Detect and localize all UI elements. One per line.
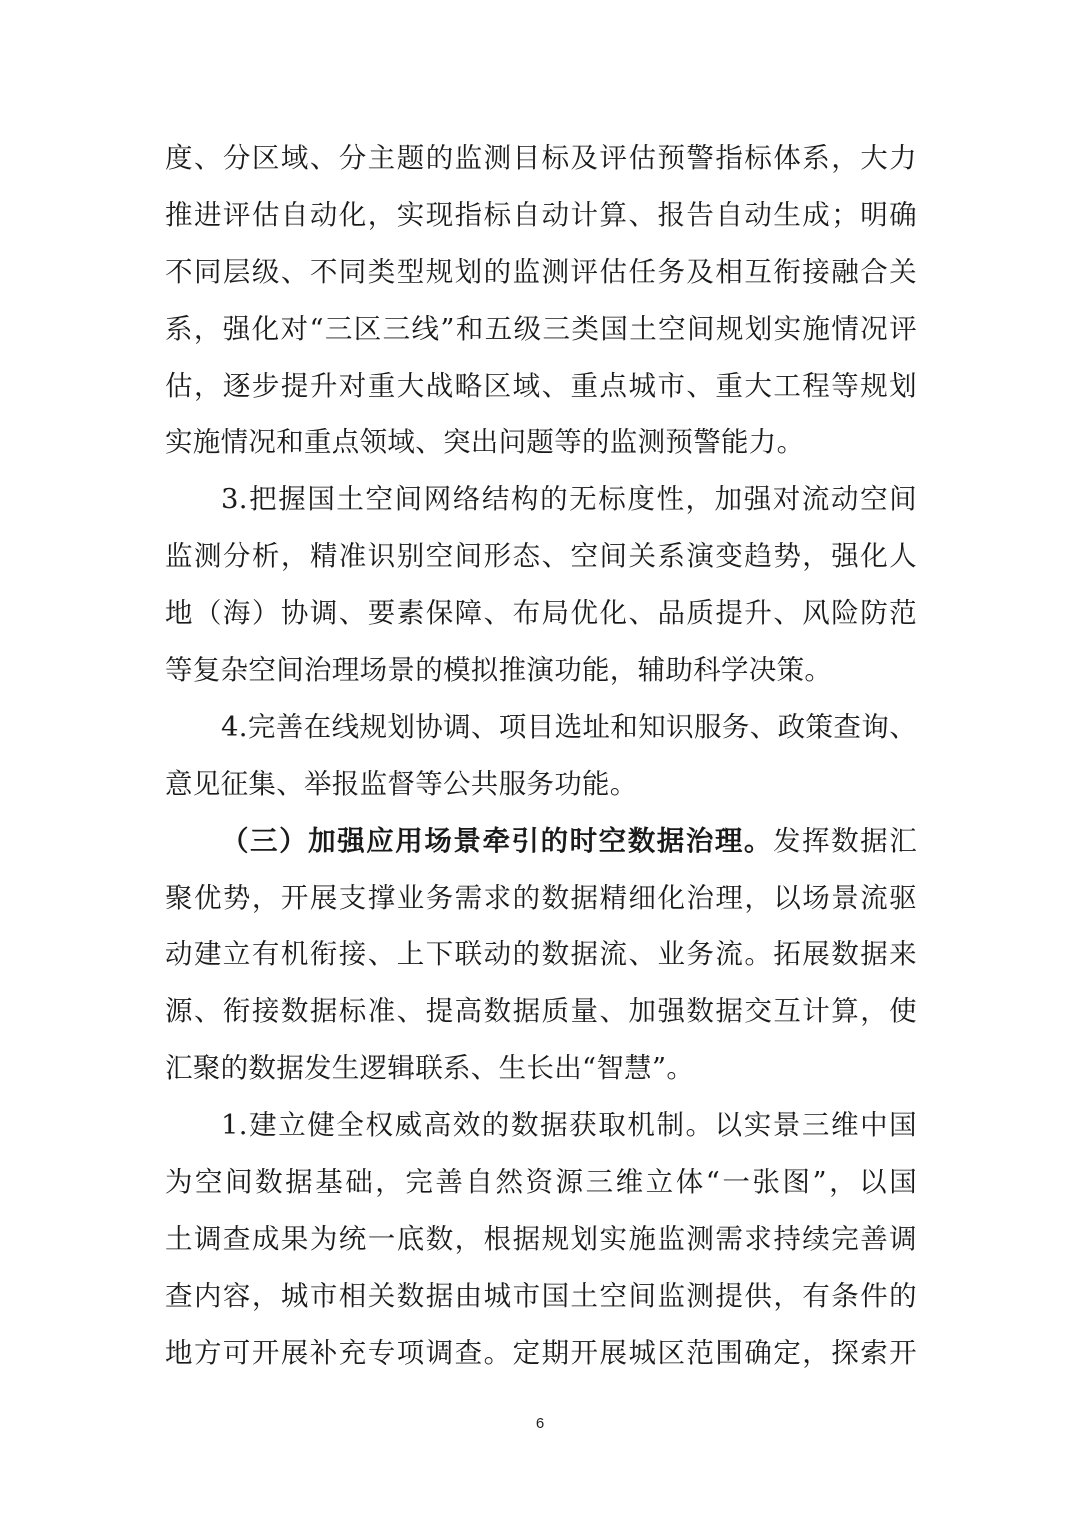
text-line: 动建立有机衔接、上下联动的数据流、业务流。拓展数据来 bbox=[165, 938, 917, 971]
text-line: 监测分析，精准识别空间形态、空间关系演变趋势，强化人 bbox=[165, 540, 917, 573]
section-heading-line bbox=[165, 813, 917, 870]
text-line: 意见征集、举报监督等公共服务功能。 bbox=[165, 767, 638, 800]
text-line: 等复杂空间治理场景的模拟推演功能，辅助科学决策。 bbox=[165, 654, 833, 687]
text-line: 聚优势，开展支撑业务需求的数据精细化治理，以场景流驱 bbox=[165, 881, 917, 914]
text-line: 查内容，城市相关数据由城市国土空间监测提供，有条件的 bbox=[165, 1279, 917, 1312]
text-line: 3.把握国土空间网络结构的无标度性，加强对流动空间 bbox=[221, 483, 917, 516]
page-number: 6 bbox=[535, 1415, 545, 1432]
section-heading-rest: 发挥数据汇 bbox=[773, 824, 918, 857]
text-line: 估，逐步提升对重大战略区域、重点城市、重大工程等规划 bbox=[165, 369, 917, 402]
text-line: 汇聚的数据发生逻辑联系、生长出“智慧”。 bbox=[165, 1052, 695, 1085]
text-line: 地方可开展补充专项调查。定期开展城区范围确定，探索开 bbox=[165, 1336, 917, 1369]
text-line: 1.建立健全权威高效的数据获取机制。以实景三维中国 bbox=[221, 1109, 917, 1142]
text-line: 度、分区域、分主题的监测目标及评估预警指标体系，大力 bbox=[165, 142, 917, 174]
text-line: 推进评估自动化，实现指标自动计算、报告自动生成；明确 bbox=[165, 198, 917, 231]
text-line: 实施情况和重点领域、突出问题等的监测预警能力。 bbox=[165, 426, 805, 459]
text-line: 为空间数据基础，完善自然资源三维立体“一张图”，以国 bbox=[165, 1166, 917, 1199]
text-line: 4.完善在线规划协调、项目选址和知识服务、政策查询、 bbox=[221, 710, 917, 743]
body-text bbox=[165, 130, 917, 1382]
text-line: 系，强化对“三区三线”和五级三类国土空间规划实施情况评 bbox=[165, 312, 917, 345]
text-line: 源、衔接数据标准、提高数据质量、加强数据交互计算，使 bbox=[165, 995, 917, 1028]
text-line: 不同层级、不同类型规划的监测评估任务及相互衔接融合关 bbox=[165, 255, 917, 288]
text-line: 地（海）协调、要素保障、布局优化、品质提升、风险防范 bbox=[165, 597, 917, 630]
text-line: 土调查成果为统一底数，根据规划实施监测需求持续完善调 bbox=[165, 1222, 917, 1255]
section-heading: （三）加强应用场景牵引的时空数据治理。 bbox=[221, 824, 773, 857]
